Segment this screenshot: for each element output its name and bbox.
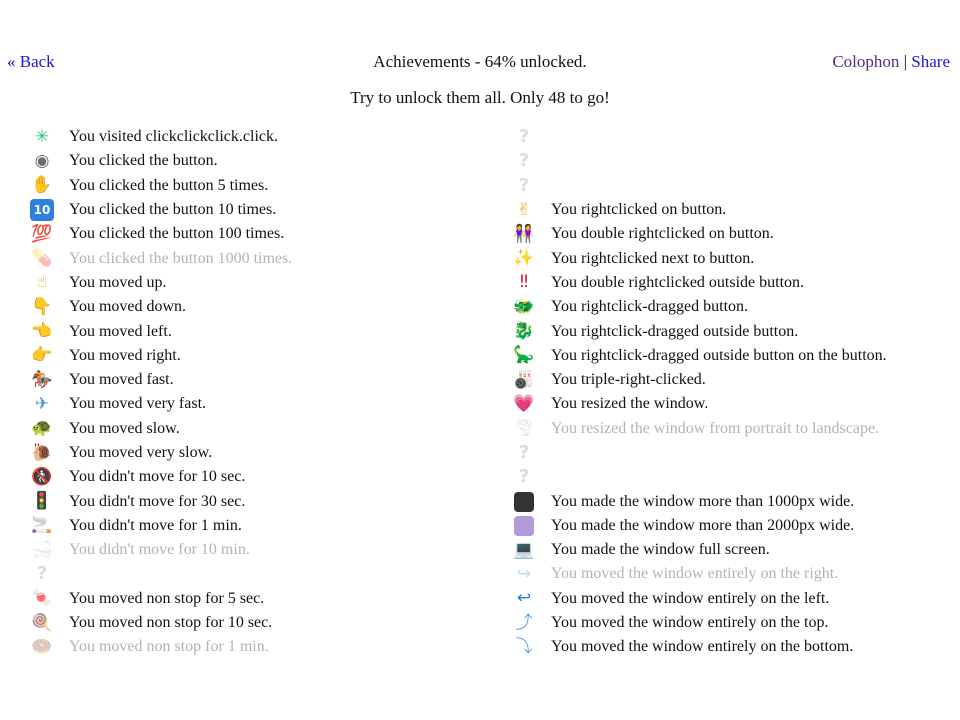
achievement-label: You moved the window entirely on the bottom. [551,638,854,656]
achievement-label: You rightclick-dragged button. [551,298,749,316]
achievement-label: You didn't move for 10 sec. [69,468,246,486]
hundred-points-icon: 💯 [31,223,53,244]
achievement-label: You moved very fast. [69,395,207,413]
achievement-item [30,319,470,343]
horse-racing-icon: 🏇 [31,369,53,390]
achievement-item [30,295,470,319]
achievement-label: You double rightclicked on button. [551,225,774,243]
doughnut-icon: 🍩 [31,636,53,657]
achievement-label: You moved non stop for 5 sec. [69,589,265,607]
arrow-right-curving-left-icon: ↪ [516,563,532,584]
achievement-label: You visited clickclickclick.click. [69,128,278,146]
black-square-swatch [514,492,534,512]
black-square-icon [512,491,536,513]
achievement-label: You moved non stop for 1 min. [69,638,269,656]
achievement-item [512,368,952,392]
growing-heart-icon: 💗 [513,393,535,414]
achievement-item [30,344,470,368]
achievement-item [30,392,470,416]
achievement-label: You moved the window entirely on the top. [551,614,829,632]
purple-square-swatch [514,516,534,536]
achievement-item [30,538,470,562]
achievement-label: You clicked the button 1000 times. [69,249,293,267]
snail-icon: 🐌 [31,442,53,463]
back-link[interactable]: « Back [7,52,55,71]
bowling-icon: 🎳 [513,369,535,390]
page-subtitle: Try to unlock them all. Only 48 to go! [350,88,610,107]
achievement-item [30,246,470,270]
achievement-label: You didn't move for 1 min. [69,516,242,534]
achievement-item [30,368,470,392]
achievement-label: You moved right. [69,346,181,364]
achievement-item [30,562,470,586]
achievement-item [512,441,952,465]
achievement-item [512,489,952,513]
achievement-item [30,514,470,538]
achievement-label: You rightclick-dragged outside button. [551,322,799,340]
achievement-item [30,441,470,465]
achievement-item [512,392,952,416]
achievement-item [512,295,952,319]
achievement-item [30,198,470,222]
achievement-item [30,174,470,198]
victory-hand-icon: ✌ [516,199,532,220]
share-link[interactable]: Share [911,52,950,71]
achievement-item [30,635,470,659]
achievement-label: You clicked the button 5 times. [69,176,269,194]
achievement-label: You rightclick-dragged outside button on the button. [551,346,887,364]
pointing-right-icon: 👉 [31,345,53,366]
achievement-label: You made the window more than 2000px wide. [551,516,855,534]
achievement-label: You moved very slow. [69,444,213,461]
pill-icon: 💊 [31,248,53,269]
achievement-item [512,149,952,173]
radio-button-icon: ◉ [34,150,50,171]
cigarette-icon: 🚬 [31,515,53,536]
achievement-item [30,271,470,295]
women-holding-hands-icon: 👭 [513,223,535,244]
traffic-light-icon: 🚦 [31,491,53,512]
achievement-label: You moved up. [69,273,167,291]
top-bar [0,52,960,74]
achievement-label: You resized the window from portrait to landscape. [551,419,880,437]
pointing-left-icon: 👈 [31,321,53,342]
achievement-item [512,538,952,562]
achievement-label: You double rightclicked outside button. [551,273,805,291]
achievement-label: You moved fast. [69,371,174,389]
achievement-item [30,125,470,149]
achievement-item [30,611,470,635]
achievement-label: You clicked the button 100 times. [69,225,285,243]
question-mark-icon: ? [36,563,48,585]
question-mark-icon: ? [518,126,530,148]
achievement-label: You triple-right-clicked. [551,371,706,389]
achievement-label: You moved the window entirely on the right. [551,565,839,583]
dragon-icon: 🐉 [513,321,535,342]
achievement-item [512,417,952,441]
achievement-item [30,465,470,489]
link-separator: | [903,52,908,71]
achievement-item [30,489,470,513]
question-mark-icon: ? [518,442,530,463]
achievement-label: You moved left. [69,322,172,340]
page-title: Achievements - 64% unlocked. [373,52,587,71]
arrow-left-hook-icon: ↩ [516,588,532,609]
achievement-item [512,198,952,222]
question-mark-icon: ? [518,150,530,172]
bathtub-icon: 🛁 [31,539,53,560]
achievement-item [512,611,952,635]
achievement-label: You clicked the button. [69,152,218,170]
question-mark-icon: ? [518,466,530,488]
arrow-up-curving-icon: ⤴ [515,612,533,633]
achievement-label: You made the window full screen. [551,541,770,559]
achievement-item [30,222,470,246]
achievement-item [512,222,952,246]
achievement-item [512,125,952,149]
achievement-item [30,417,470,441]
achievement-label: You didn't move for 10 min. [69,541,250,559]
achievement-label: You moved the window entirely on the left. [551,589,830,607]
airplane-icon: ✈ [34,393,50,414]
turtle-icon: 🐢 [31,418,53,439]
achievement-label: You rightclicked on button. [551,201,727,219]
question-mark-icon: ? [518,174,530,196]
achievement-label: You resized the window. [551,395,709,413]
candy-icon: 🍬 [31,588,53,609]
achievement-label: You made the window more than 1000px wide. [551,492,855,510]
achievement-item [512,319,952,343]
arrow-down-curving-icon: ⤵ [515,636,533,657]
achievements-left-column [30,125,470,660]
achievement-label: You didn't move for 30 sec. [69,492,246,510]
achievement-item [512,344,952,368]
achievement-label: You moved non stop for 10 sec. [69,614,273,632]
achievement-item [512,174,952,198]
achievement-item [30,149,470,173]
achievement-item [512,271,952,295]
dragon-face-icon: 🐲 [513,296,535,317]
achievement-item [512,246,952,270]
sparkles-icon: ✨ [513,248,535,269]
tornado-icon: 🌪 [513,418,535,439]
achievement-item [512,514,952,538]
achievement-item [512,465,952,489]
sparkle-icon: ✳ [34,126,50,147]
achievement-label: You rightclicked next to button. [551,249,755,267]
sauropod-icon: 🦕 [513,345,535,366]
achievement-label: You clicked the button 10 times. [69,201,277,219]
achievement-item [512,587,952,611]
header-links [832,52,950,72]
double-exclamation-icon: ‼ [519,272,529,293]
purple-square-icon [512,515,536,537]
achievement-item [512,635,952,659]
achievement-item [30,587,470,611]
achievement-item [512,562,952,586]
achievement-label: You moved down. [69,298,187,316]
lollipop-icon: 🍭 [31,612,53,633]
achievements-right-column [512,125,952,660]
pointing-up-icon: ☝ [36,272,48,293]
colophon-link[interactable]: Colophon [832,52,900,71]
keycap-ten-icon: 10 [30,199,54,221]
raised-hand-icon: ✋ [31,175,53,196]
no-pedestrians-icon: 🚷 [31,466,53,487]
laptop-icon: 💻 [513,539,535,560]
pointing-down-icon: 👇 [31,296,53,317]
achievement-label: You moved slow. [69,419,180,437]
